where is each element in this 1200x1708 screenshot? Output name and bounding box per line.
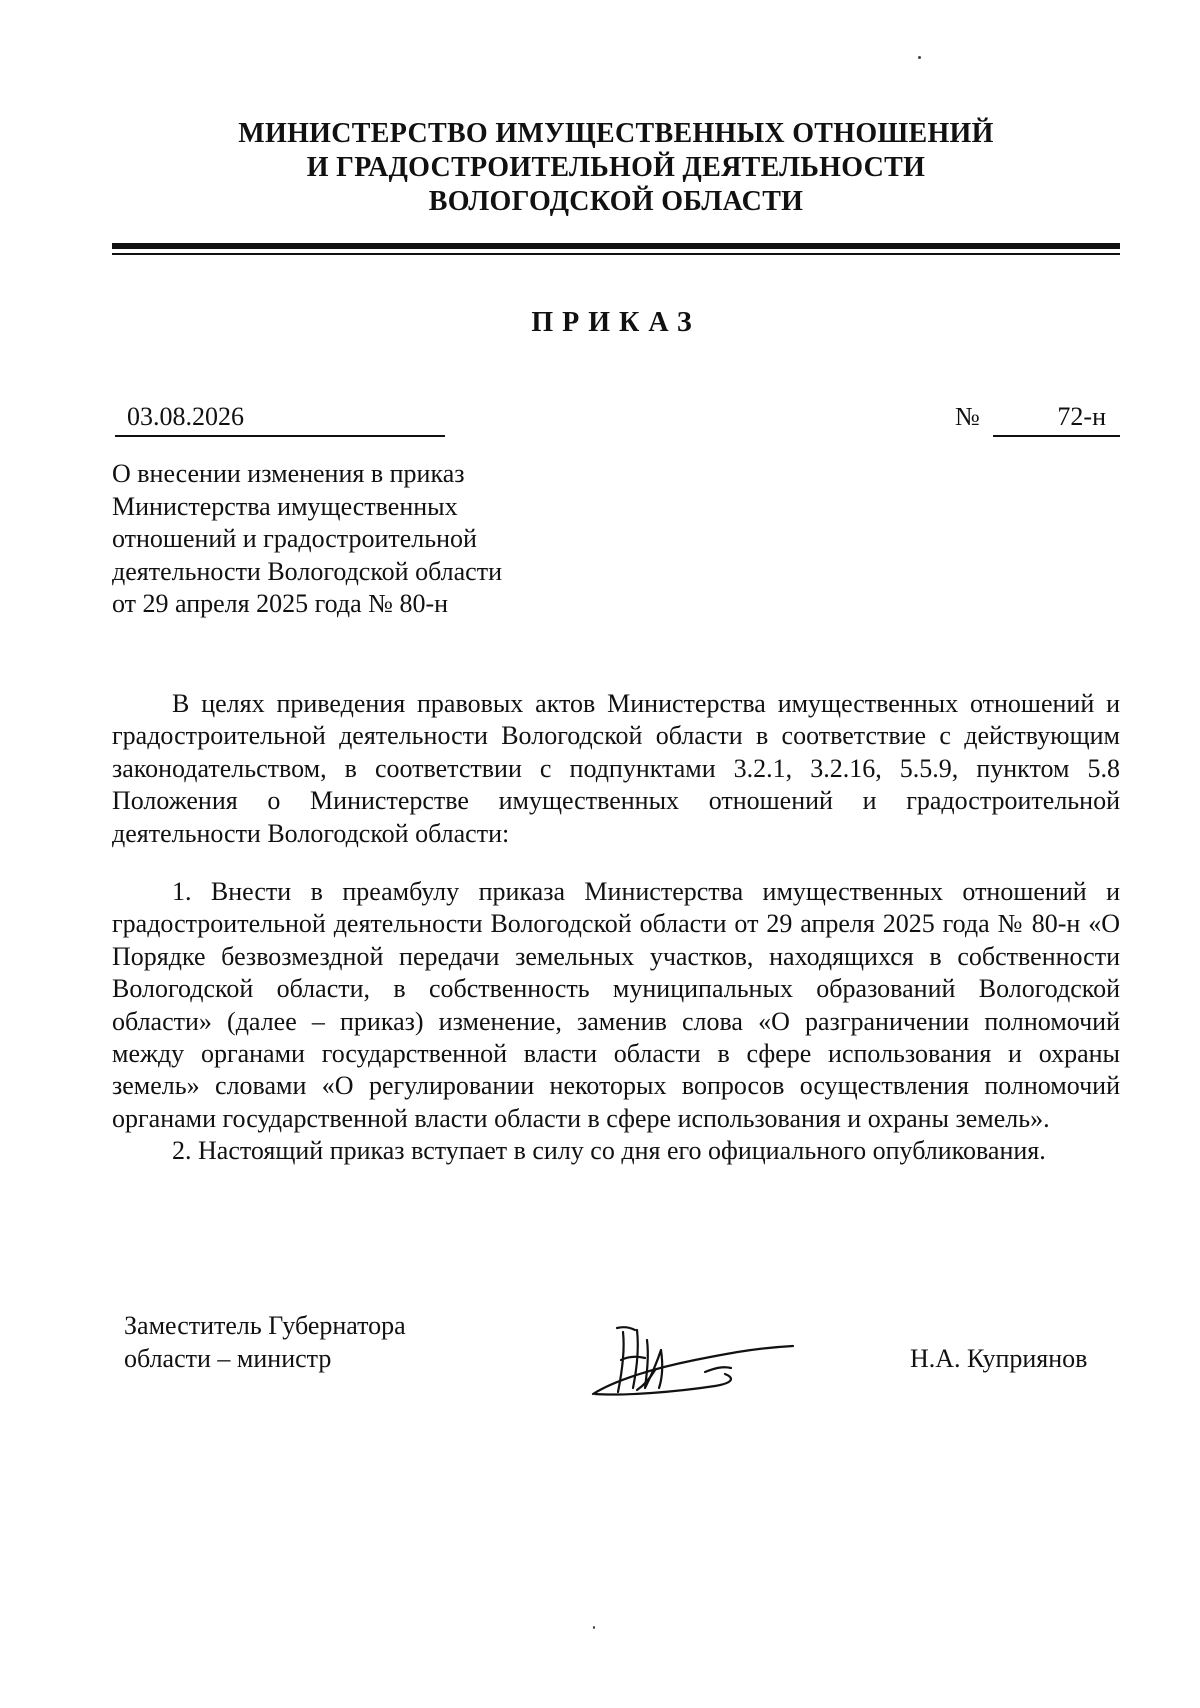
signatory-name: Н.А. Куприянов bbox=[910, 1344, 1088, 1373]
header-line-3: ВОЛОГОДСКОЙ ОБЛАСТИ bbox=[428, 186, 804, 217]
document-subject bbox=[112, 458, 552, 621]
position-line-2: области – министр bbox=[124, 1343, 332, 1373]
subject-line-3: отношений и градостроительной bbox=[112, 524, 477, 553]
subject-line-2: Министерства имущественных bbox=[112, 491, 458, 521]
position-line-1: Заместитель Губернатора bbox=[124, 1311, 406, 1340]
number-label: № bbox=[955, 402, 980, 431]
scan-speck bbox=[593, 1626, 595, 1629]
subject-line-4: деятельности Вологодской области bbox=[112, 556, 502, 586]
subject-line-5: от 29 апреля 2025 года № 80-н bbox=[112, 589, 449, 618]
header-line-1: МИНИСТЕРСТВО ИМУЩЕСТВЕННЫХ ОТНОШЕНИЙ bbox=[238, 118, 994, 149]
subject-line-1: О внесении изменения в приказ bbox=[112, 459, 465, 488]
document-number: 72-н bbox=[993, 401, 1120, 437]
item-1-paragraph: 1. Внести в преамбулу приказа Министерства имущественных отношений и градостроительной деятельности Вологодской области от 29 апреля 2025 года № 80-н «О Порядке безвозмездной передачи земельных участков, находящихся в собственности Вологодской области, в собственность муниципальных образований Вологодской области» (далее – приказ) изменение, заменив слова «О разграничении полномочий между органами государственной власти области в сфере использования и охраны земель» словами «О регулировании некоторых вопросов осуществления полномочий органами государственной власти области в сфере использования и охраны земель». bbox=[112, 877, 1120, 1133]
item-2-paragraph: 2. Настоящий приказ вступает в силу со дня его официального опубликования. bbox=[172, 1136, 1046, 1166]
preamble-paragraph: В целях приведения правовых актов Министерства имущественных отношений и градостроительной деятельности Вологодской области в соответствие с действующим законодательством, в соответствии с подпунктами 3.2.1, 3.2.16, 5.5.9, пунктом 5.8 Положения о Министерстве имущественных отношений и градостроительной деятельности Вологодской области: bbox=[112, 689, 1120, 848]
document-body bbox=[112, 688, 1120, 1168]
header-divider-thin bbox=[112, 253, 1120, 255]
ministry-header bbox=[112, 117, 1120, 219]
handwritten-signature bbox=[585, 1310, 825, 1400]
header-line-2: И ГРАДОСТРОИТЕЛЬНОЙ ДЕЯТЕЛЬНОСТИ bbox=[306, 152, 926, 183]
scan-speck bbox=[918, 56, 921, 59]
signatory-position bbox=[124, 1310, 406, 1375]
document-date: 03.08.2026 bbox=[115, 401, 445, 437]
header-divider-thick bbox=[112, 243, 1120, 249]
document-type-title: ПРИКАЗ bbox=[531, 307, 701, 338]
